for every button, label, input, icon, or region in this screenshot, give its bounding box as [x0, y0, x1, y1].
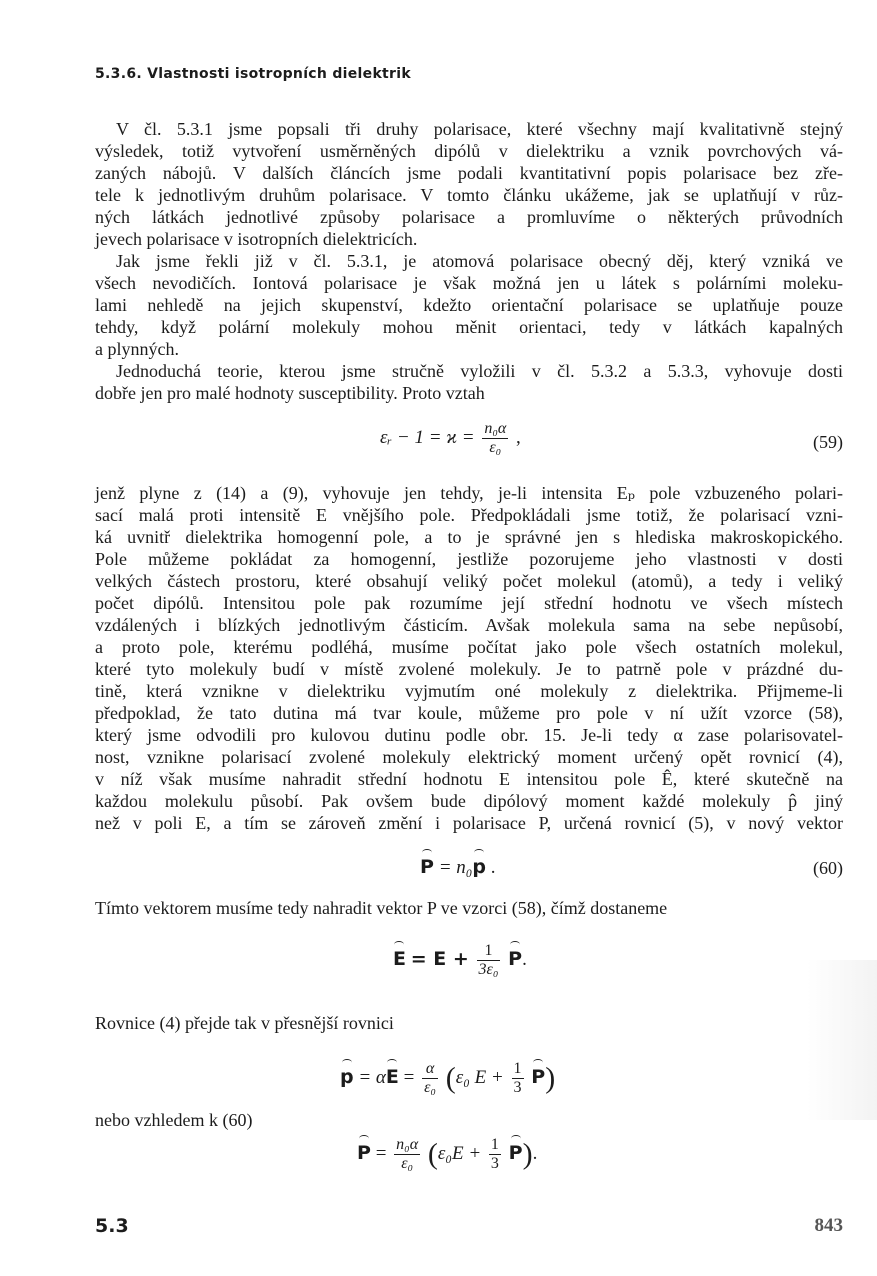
- eqp-denominator: ε₀: [424, 1079, 436, 1096]
- eqP-numerator: n₀α: [396, 1136, 419, 1153]
- eqE-var: P: [508, 947, 523, 970]
- eqE-tail: .: [522, 948, 527, 970]
- text-line: které tyto molekuly budí v místě zvolené molekuly. Je to patrně pole v prázdné du-: [95, 659, 843, 679]
- eqp-numerator: α: [425, 1060, 435, 1077]
- eqp-lhs: p: [340, 1065, 354, 1088]
- text-line: dobře jen pro malé hodnoty susceptibility. Proto vztah: [95, 383, 485, 403]
- eqp-denominator-2: 3: [513, 1079, 522, 1096]
- right-paren: ): [545, 1061, 556, 1095]
- eqP-inner: ε₀E +: [437, 1142, 482, 1164]
- eqp-numerator-2: 1: [513, 1060, 522, 1077]
- text-line: počet dipólů. Intensitou pole pak rozumíme její střední hodnotu ve všech místech: [95, 593, 843, 613]
- equation-59: [380, 420, 521, 457]
- eq59-fraction: [482, 420, 508, 457]
- text-line: tině, která vznikne v dielektriku vyjmutím oné molekuly z dielektrika. Přijmeme-li: [95, 681, 843, 701]
- paragraph-3: [95, 360, 843, 404]
- equation-number-60: (60): [813, 858, 843, 878]
- text-line: zaných nábojů. V dalších článcích jsme podali kvantitativní popis polarisace bez zře-: [95, 163, 843, 183]
- eq59-denominator: ε₀: [482, 438, 508, 457]
- eq60-tail: .: [490, 857, 496, 878]
- text-line: v níž však musíme nahradit střední hodnotu E intensitou pole Ê, které skutečně na: [95, 769, 843, 789]
- paragraph-2: [95, 250, 843, 360]
- text-line: vzdálených i blízkých jednotlivým částicím. Avšak molekula sama na sebe nepůsobí,: [95, 615, 843, 635]
- eqp-fraction: [422, 1060, 438, 1097]
- equation-60: [420, 856, 495, 879]
- eqp-fraction-2: [512, 1060, 524, 1097]
- text-line: a plynných.: [95, 339, 179, 359]
- text-line: všech nevodičích. Iontová polarisace je však možná jen u látek s polárními moleku-: [95, 273, 843, 293]
- eqp-eq2: =: [403, 1066, 415, 1088]
- text-line: tele k jednotlivým druhům polarisace. V tomto článku ukážeme, jak se uplatňují v růz-: [95, 185, 843, 205]
- eqp-var1: E: [385, 1065, 399, 1088]
- eqP-fraction: [394, 1136, 420, 1173]
- text-line: velkých částech prostoru, které obsahují veliký počet molekul (atomů), a tedy i veliký: [95, 571, 843, 591]
- text-line: lami nehledě na jejich skupenství, kdežto orientační polarisace se uplatňuje pouze: [95, 295, 843, 315]
- text-line: který jsme odvodili pro kulovou dutinu podle obr. 15. Je-li tedy α zase polarisovatel-: [95, 725, 843, 745]
- text-line: předpoklad, že tato dutina má tvar koule, můžeme pro pole v ní užít vzorce (58),: [95, 703, 843, 723]
- section-heading: 5.3.6. Vlastnosti isotropních dielektrik: [95, 66, 411, 82]
- eq60-lhs: P: [420, 856, 434, 878]
- eqP-numerator-2: 1: [490, 1136, 499, 1153]
- eqE-lhs: E: [393, 947, 406, 970]
- eqE-denominator: 3ε₀: [478, 961, 499, 978]
- paragraph-7: nebo vzhledem k (60): [95, 1110, 253, 1130]
- text-line: Jak jsme řekli již v čl. 5.3.1, je atomová polarisace obecný děj, který vzniká ve: [116, 251, 843, 271]
- eqp-mid: = α: [358, 1066, 386, 1088]
- text-line: než v poli E, a tím se zároveň změní i polarisace P, určená rovnicí (5), v nový vektor: [95, 813, 843, 833]
- text-line: nost, vznikne polarisací zvolené molekuly elektrický moment určený opět rovnicí (4),: [95, 747, 843, 767]
- left-paren: (: [427, 1137, 438, 1171]
- text-line: jevech polarisace v isotropních dielektricích.: [95, 229, 418, 249]
- eqE-numerator: 1: [484, 942, 493, 959]
- text-line: tehdy, když polární molekuly mohou měnit orientaci, tedy v látkách kapalných: [95, 317, 843, 337]
- eqP-denominator: ε₀: [394, 1154, 420, 1173]
- text-line: Pole můžeme pokládat za homogenní, jestliže pozorujeme jeho vlastnosti v dosti: [95, 549, 843, 569]
- eqP-tail: .: [532, 1142, 538, 1164]
- eqp-var2: P: [531, 1065, 546, 1088]
- text-line: ká uvnitř dielektrika homogenní pole, a to je správné jen s hlediska makroskopického.: [95, 527, 843, 547]
- text-line: Jednoduchá teorie, kterou jsme stručně vyložili v čl. 5.3.2 a 5.3.3, vyhovuje dosti: [116, 361, 843, 381]
- paragraph-6: Rovnice (4) přejde tak v přesnější rovnici: [95, 1013, 394, 1033]
- text-line: ných látkách jednotlivé způsoby polarisace a promluvíme o některých průvodních: [95, 207, 843, 227]
- eq59-numerator: n₀α: [484, 420, 507, 437]
- eq59-lhs: εᵣ − 1 = ϰ =: [380, 426, 475, 448]
- eqP-lhs: P: [357, 1141, 371, 1164]
- eq60-rhs: = n₀: [438, 857, 473, 878]
- equation-number-59: (59): [813, 432, 843, 452]
- eqP-var2: P: [508, 1141, 523, 1164]
- left-paren: (: [445, 1061, 456, 1095]
- eqp-inner: ε₀ E +: [455, 1066, 504, 1088]
- text-line: sací malá proti intensitě E vnějšího pole. Předpokládali jsme totiž, že polarisací vzni-: [95, 505, 843, 525]
- eqP-mid: =: [375, 1142, 387, 1164]
- text-line: jenž plyne z (14) a (9), vyhovuje jen tehdy, je-li intensita Eₚ pole vzbuzeného polari-: [95, 483, 843, 503]
- paragraph-5: Tímto vektorem musíme tedy nahradit vektor P ve vzorci (58), čímž dostaneme: [95, 898, 668, 918]
- text-line: každou molekulu působí. Pak ovšem bude dipólový moment každé molekuly p̂ jiný: [95, 791, 843, 811]
- page-bleed-shadow: [807, 960, 877, 1120]
- right-paren: ): [522, 1137, 533, 1171]
- equation-p-hat: [340, 1060, 555, 1097]
- page-number: 843: [814, 1215, 843, 1236]
- text-line: výsledek, totiž vytvoření usměrněných dipólů v dielektriku a vznik povrchových vá-: [95, 141, 843, 161]
- chapter-number: 5.3: [95, 1215, 129, 1237]
- equation-e-hat: [393, 942, 527, 979]
- eqE-mid: = E +: [410, 947, 469, 970]
- eqP-fraction-2: [489, 1136, 501, 1173]
- text-line: a proto pole, kterému podléhá, musíme počítat jako pole všech ostatních molekul,: [95, 637, 843, 657]
- paragraph-4: [95, 482, 843, 834]
- eqE-fraction: [477, 942, 501, 979]
- paragraph-1: [95, 118, 843, 250]
- equation-P-hat: [357, 1136, 537, 1173]
- eq60-rhs-var: p: [472, 856, 486, 878]
- eq59-tail: ,: [516, 426, 521, 448]
- text-line: V čl. 5.3.1 jsme popsali tři druhy polarisace, které všechny mají kvalitativně stejný: [116, 119, 843, 139]
- eqP-denominator-2: 3: [490, 1155, 499, 1172]
